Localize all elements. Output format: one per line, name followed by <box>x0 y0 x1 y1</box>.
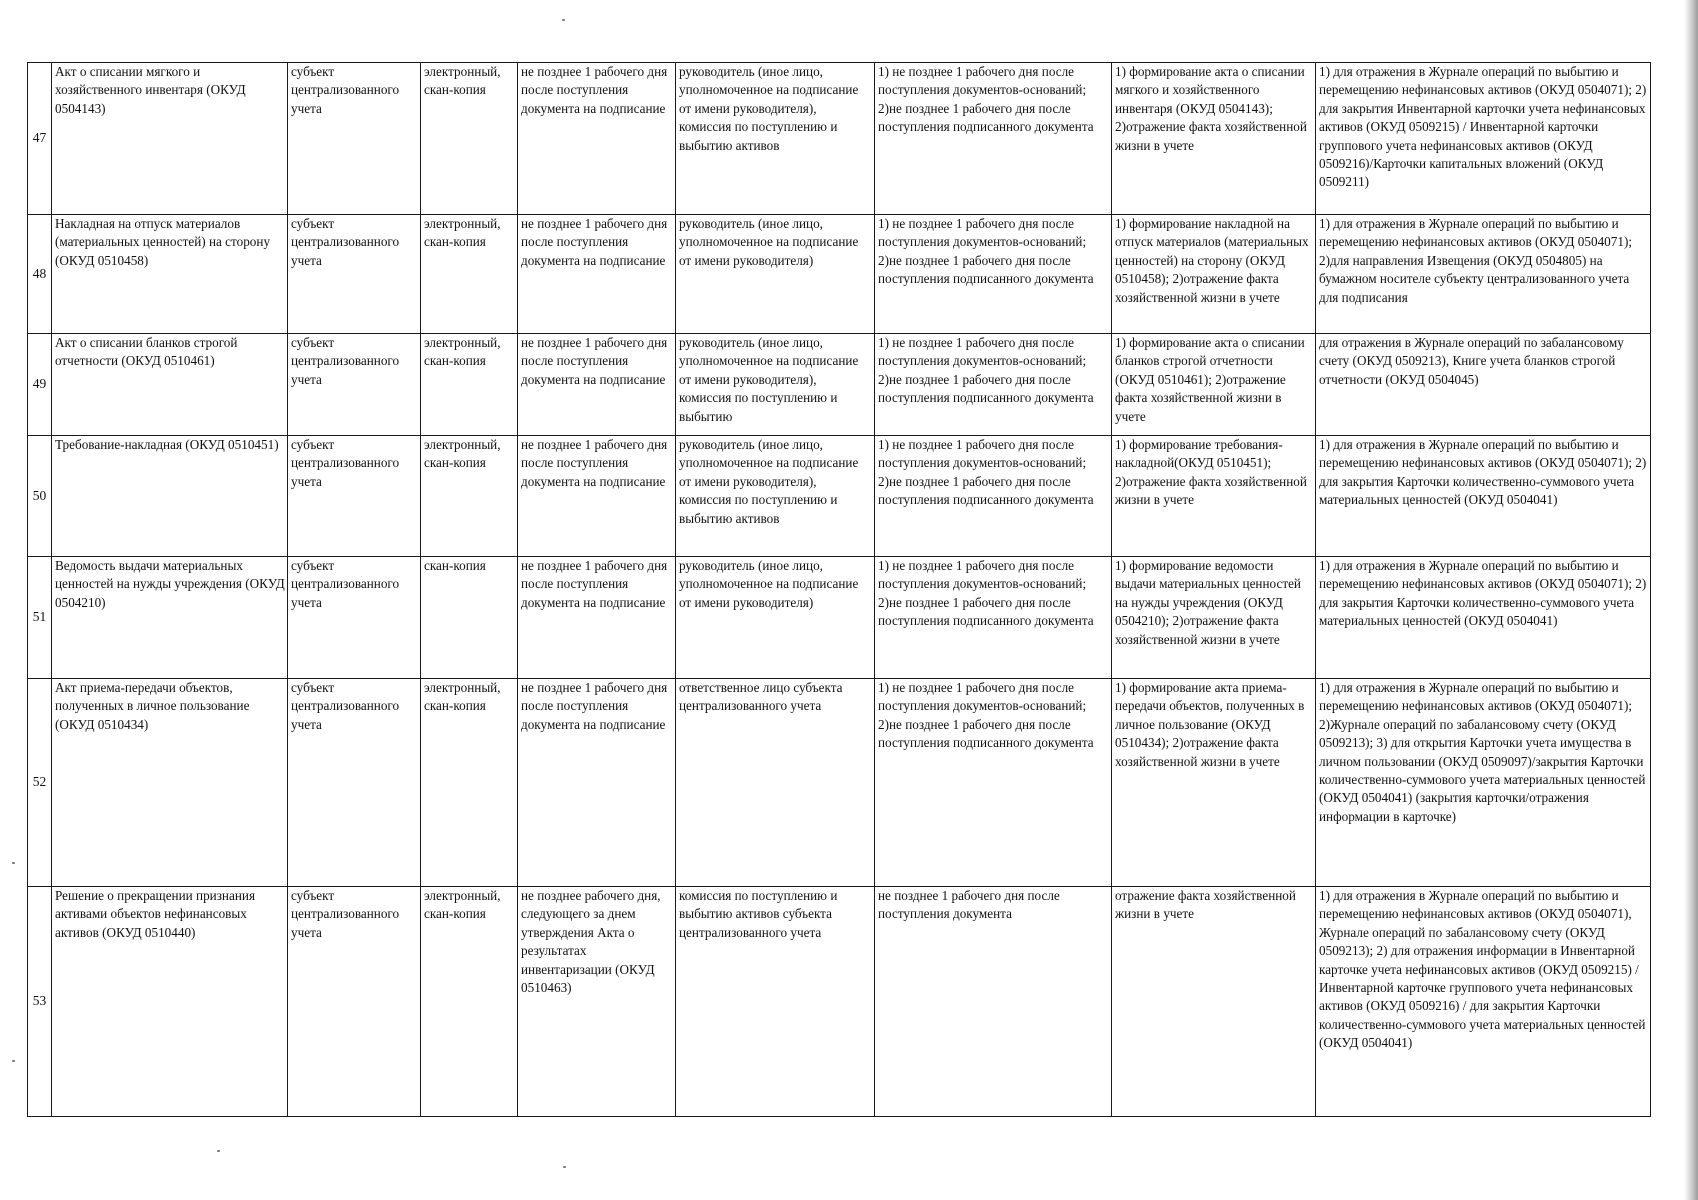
table-row <box>28 63 1651 215</box>
creator-cell: субъект централизованного учета <box>288 887 421 1117</box>
transfer-deadline-cell: не позднее 1 рабочего дня после поступления документа <box>875 887 1112 1117</box>
row-number: 47 <box>28 63 52 215</box>
deadline-cell: не позднее рабочего дня, следующего за днем утверждения Акта о результатах инвентаризации (ОКУД 0510463) <box>518 887 676 1117</box>
signer-cell: комиссия по поступлению и выбытию активов субъекта централизованного учета <box>676 887 875 1117</box>
deadline-cell: не позднее 1 рабочего дня после поступления документа на подписание <box>518 334 676 436</box>
purpose-cell: для отражения в Журнале операций по забалансовому счету (ОКУД 0509213), Книге учета бланков строгой отчетности (ОКУД 0504045) <box>1316 334 1651 436</box>
creator-cell: субъект централизованного учета <box>288 679 421 887</box>
document-name-cell: Требование-накладная (ОКУД 0510451) <box>52 436 288 557</box>
action-cell: 1) формирование требования-накладной(ОКУД 0510451); 2)отражение факта хозяйственной жизни в учете <box>1112 436 1316 557</box>
creator-cell: субъект централизованного учета <box>288 557 421 679</box>
table-row <box>28 557 1651 679</box>
format-cell: электронный, скан-копия <box>421 887 518 1117</box>
purpose-cell: 1) для отражения в Журнале операций по выбытию и перемещению нефинансовых активов (ОКУД 0504071), Журнале операций по забалансовому счету (ОКУД 0509213); 2) для отражения информации в Инвентарной карточке учета нефинансовых активов (ОКУД 0509215) / Инвентарной карточке группового учета нефинансовых активов (ОКУД 0509216) / для закрытия Карточки количественно-суммового учета материальных ценностей (ОКУД 0504041) <box>1316 887 1651 1117</box>
purpose-cell: 1) для отражения в Журнале операций по выбытию и перемещению нефинансовых активов (ОКУД 0504071); 2) для закрытия Карточки количественно-суммового учета материальных ценностей (ОКУД 0504041) <box>1316 557 1651 679</box>
creator-cell: субъект централизованного учета <box>288 215 421 334</box>
deadline-cell: не позднее 1 рабочего дня после поступления документа на подписание <box>518 679 676 887</box>
table-row <box>28 887 1651 1117</box>
deadline-cell: не позднее 1 рабочего дня после поступления документа на подписание <box>518 215 676 334</box>
document-registry-table <box>27 62 1651 1117</box>
action-cell: 1) формирование ведомости выдачи материальных ценностей на нужды учреждения (ОКУД 0504210); 2)отражение факта хозяйственной жизни в учете <box>1112 557 1316 679</box>
document-name-cell: Акт приема-передачи объектов, полученных в личное пользование (ОКУД 0510434) <box>52 679 288 887</box>
purpose-cell: 1) для отражения в Журнале операций по выбытию и перемещению нефинансовых активов (ОКУД 0504071); 2) для закрытия Карточки количественно-суммового учета материальных ценностей (ОКУД 0504041) <box>1316 436 1651 557</box>
signer-cell: руководитель (иное лицо, уполномоченное на подписание от имени руководителя) <box>676 557 875 679</box>
format-cell: электронный, скан-копия <box>421 215 518 334</box>
table-row <box>28 679 1651 887</box>
scan-speck <box>12 1060 15 1062</box>
scan-edge-shadow <box>1684 0 1698 1200</box>
deadline-cell: не позднее 1 рабочего дня после поступления документа на подписание <box>518 63 676 215</box>
row-number: 51 <box>28 557 52 679</box>
scan-speck <box>217 1150 220 1152</box>
purpose-cell: 1) для отражения в Журнале операций по выбытию и перемещению нефинансовых активов (ОКУД 0504071); 2)для направления Извещения (ОКУД 0504805) на бумажном носителе субъекту централизованного учета для подписания <box>1316 215 1651 334</box>
creator-cell: субъект централизованного учета <box>288 63 421 215</box>
purpose-cell: 1) для отражения в Журнале операций по выбытию и перемещению нефинансовых активов (ОКУД 0504071); 2) для закрытия Инвентарной карточки учета нефинансовых активов (ОКУД 0509215) / Инвентарной карточки группового учета нефинансовых активов (ОКУД 0509216)/Карточки капитальных вложений (ОКУД 0509211) <box>1316 63 1651 215</box>
document-name-cell: Решение о прекращении признания активами объектов нефинансовых активов (ОКУД 0510440) <box>52 887 288 1117</box>
deadline-cell: не позднее 1 рабочего дня после поступления документа на подписание <box>518 436 676 557</box>
scan-speck <box>563 1166 566 1168</box>
row-number: 50 <box>28 436 52 557</box>
format-cell: электронный, скан-копия <box>421 436 518 557</box>
table-row <box>28 334 1651 436</box>
transfer-deadline-cell: 1) не позднее 1 рабочего дня после поступления документов-оснований; 2)не позднее 1 рабочего дня после поступления подписанного документа <box>875 63 1112 215</box>
transfer-deadline-cell: 1) не позднее 1 рабочего дня после поступления документов-оснований; 2)не позднее 1 рабочего дня после поступления подписанного документа <box>875 215 1112 334</box>
format-cell: электронный, скан-копия <box>421 63 518 215</box>
signer-cell: руководитель (иное лицо, уполномоченное на подписание от имени руководителя), комиссия по поступлению и выбытию активов <box>676 436 875 557</box>
deadline-cell: не позднее 1 рабочего дня после поступления документа на подписание <box>518 557 676 679</box>
scan-speck <box>12 862 15 864</box>
document-name-cell: Акт о списании мягкого и хозяйственного инвентаря (ОКУД 0504143) <box>52 63 288 215</box>
action-cell: отражение факта хозяйственной жизни в учете <box>1112 887 1316 1117</box>
signer-cell: руководитель (иное лицо, уполномоченное на подписание от имени руководителя), комиссия по поступлению и выбытию активов <box>676 63 875 215</box>
transfer-deadline-cell: 1) не позднее 1 рабочего дня после поступления документов-оснований; 2)не позднее 1 рабочего дня после поступления подписанного документа <box>875 679 1112 887</box>
table-row <box>28 215 1651 334</box>
transfer-deadline-cell: 1) не позднее 1 рабочего дня после поступления документов-оснований; 2)не позднее 1 рабочего дня после поступления подписанного документа <box>875 334 1112 436</box>
creator-cell: субъект централизованного учета <box>288 334 421 436</box>
row-number: 52 <box>28 679 52 887</box>
document-name-cell: Акт о списании бланков строгой отчетности (ОКУД 0510461) <box>52 334 288 436</box>
row-number: 48 <box>28 215 52 334</box>
table-row <box>28 436 1651 557</box>
signer-cell: руководитель (иное лицо, уполномоченное на подписание от имени руководителя), комиссия по поступлению и выбытию <box>676 334 875 436</box>
format-cell: электронный, скан-копия <box>421 679 518 887</box>
format-cell: электронный, скан-копия <box>421 334 518 436</box>
scan-speck <box>562 19 565 21</box>
document-name-cell: Ведомость выдачи материальных ценностей на нужды учреждения (ОКУД 0504210) <box>52 557 288 679</box>
row-number: 49 <box>28 334 52 436</box>
action-cell: 1) формирование накладной на отпуск материалов (материальных ценностей) на сторону (ОКУД 0510458); 2)отражение факта хозяйственной жизни в учете <box>1112 215 1316 334</box>
action-cell: 1) формирование акта приема-передачи объектов, полученных в личное пользование (ОКУД 0510434); 2)отражение факта хозяйственной жизни в учете <box>1112 679 1316 887</box>
signer-cell: руководитель (иное лицо, уполномоченное на подписание от имени руководителя) <box>676 215 875 334</box>
action-cell: 1) формирование акта о списании мягкого и хозяйственного инвентаря (ОКУД 0504143); 2)отражение факта хозяйственной жизни в учете <box>1112 63 1316 215</box>
format-cell: скан-копия <box>421 557 518 679</box>
document-name-cell: Накладная на отпуск материалов (материальных ценностей) на сторону (ОКУД 0510458) <box>52 215 288 334</box>
transfer-deadline-cell: 1) не позднее 1 рабочего дня после поступления документов-оснований; 2)не позднее 1 рабочего дня после поступления подписанного документа <box>875 436 1112 557</box>
action-cell: 1) формирование акта о списании бланков строгой отчетности (ОКУД 0510461); 2)отражение факта хозяйственной жизни в учете <box>1112 334 1316 436</box>
transfer-deadline-cell: 1) не позднее 1 рабочего дня после поступления документов-оснований; 2)не позднее 1 рабочего дня после поступления подписанного документа <box>875 557 1112 679</box>
purpose-cell: 1) для отражения в Журнале операций по выбытию и перемещению нефинансовых активов (ОКУД 0504071); 2)Журнале операций по забалансовому счету (ОКУД 0509213); 3) для открытия Карточки учета имущества в личном пользовании (ОКУД 0509097)/закрытия Карточки количественно-суммового учета материальных ценностей (ОКУД 0504041) (закрытия карточки/отражения информации в карточке) <box>1316 679 1651 887</box>
signer-cell: ответственное лицо субъекта централизованного учета <box>676 679 875 887</box>
row-number: 53 <box>28 887 52 1117</box>
creator-cell: субъект централизованного учета <box>288 436 421 557</box>
